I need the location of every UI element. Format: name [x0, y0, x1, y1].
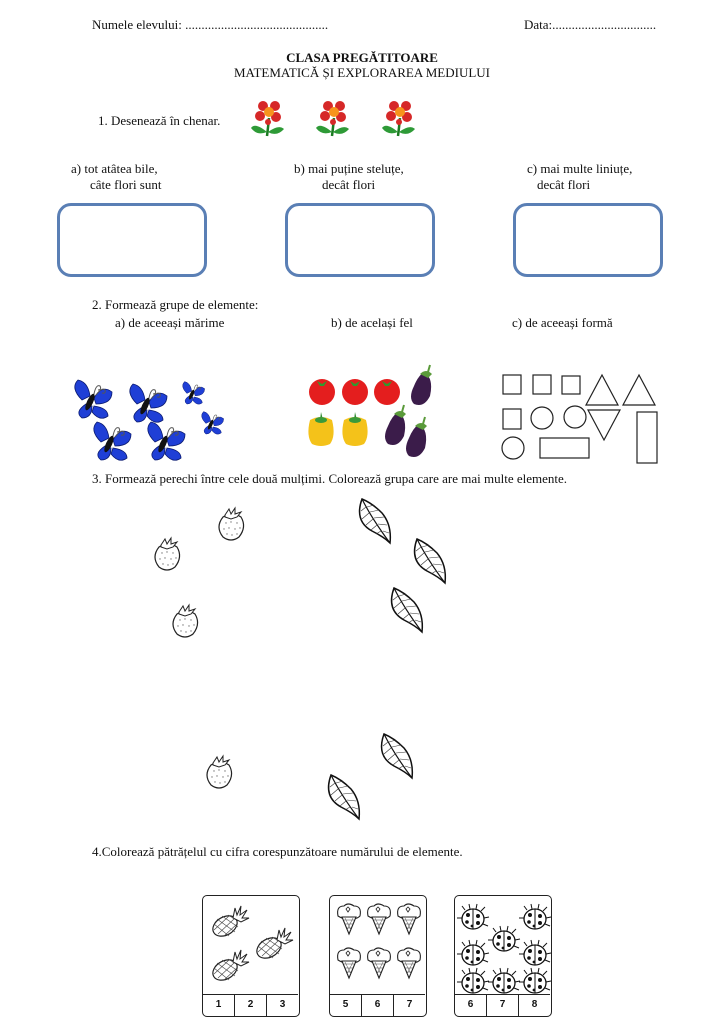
date-field: Data:................................ [524, 17, 657, 32]
task-1b-line2: decât flori [322, 177, 376, 192]
exercise-1-instruction: 1. Desenează în chenar. [98, 113, 221, 128]
answer-option[interactable]: 1 [203, 994, 235, 1016]
leaf-icon [327, 773, 367, 829]
task-1a-line2: câte flori sunt [90, 177, 162, 192]
pepper-icon [306, 410, 336, 448]
geometric-shapes-group [500, 372, 670, 467]
eggplant-icon [406, 364, 436, 410]
leaf-icon [390, 586, 430, 642]
strawberry-icon [217, 507, 251, 547]
answer-option[interactable]: 5 [330, 994, 362, 1016]
subject-title: MATEMATICĂ ȘI EXPLORAREA MEDIULUI [233, 65, 491, 80]
leaf-icon [413, 537, 453, 593]
answer-option[interactable]: 6 [362, 994, 394, 1016]
ladybug-icon [490, 926, 520, 954]
student-name-field: Numele elevului: ............................................ [92, 17, 329, 32]
strawberry-icon [205, 755, 239, 795]
ice-cream-icon [396, 948, 422, 980]
pineapple-icon [255, 928, 295, 962]
flower-icon [251, 98, 287, 140]
answer-option[interactable]: 3 [267, 994, 298, 1016]
drawing-box-b[interactable] [285, 203, 435, 277]
ladybug-icon [521, 968, 551, 996]
ladybug-icon [459, 940, 489, 968]
flower-icon [316, 98, 352, 140]
counting-card-ice-creams [329, 895, 427, 1017]
task-1c-line2: decât flori [537, 177, 591, 192]
ladybug-icon [521, 904, 551, 932]
pepper-icon [340, 410, 370, 448]
task-1b-line1: b) mai puține steluțe, [294, 161, 404, 176]
ladybug-icon [521, 940, 551, 968]
small-butterfly-icon [200, 410, 226, 438]
tomato-icon [340, 377, 370, 405]
ladybug-icon [459, 968, 489, 996]
small-butterfly-icon [181, 380, 207, 408]
answer-option[interactable]: 7 [487, 994, 519, 1016]
counting-card-ladybugs [454, 895, 552, 1017]
ice-cream-icon [366, 904, 392, 936]
counting-card-pineapples [202, 895, 300, 1017]
task-2b: b) de același fel [331, 315, 413, 330]
drawing-box-c[interactable] [513, 203, 663, 277]
task-1a-line1: a) tot atâtea bile, [71, 161, 158, 176]
exercise-3-instruction: 3. Formează perechi între cele două mulțimi. Colorează grupa care are mai multe elemente. [92, 471, 568, 486]
exercise-2-instruction: 2. Formează grupe de elemente: [92, 297, 259, 312]
tomato-icon [307, 377, 337, 405]
strawberry-icon [153, 537, 187, 577]
leaf-icon [380, 732, 420, 788]
answer-option[interactable]: 8 [519, 994, 550, 1016]
flower-icon [382, 98, 418, 140]
butterfly-icon [145, 420, 189, 466]
ladybug-icon [459, 904, 489, 932]
ice-cream-icon [396, 904, 422, 936]
drawing-box-a[interactable] [57, 203, 207, 277]
eggplant-icon [401, 416, 431, 462]
class-title: CLASA PREGĂTITOARE [286, 50, 438, 65]
tomato-icon [372, 377, 402, 405]
strawberry-icon [171, 604, 205, 644]
ladybug-icon [490, 968, 520, 996]
answer-option[interactable]: 7 [394, 994, 425, 1016]
leaf-icon [358, 497, 398, 553]
task-2c: c) de aceeași formă [512, 315, 613, 330]
butterfly-icon [91, 420, 135, 466]
pineapple-icon [211, 950, 251, 984]
pineapple-icon [211, 906, 251, 940]
butterfly-icon [72, 378, 116, 424]
answer-option[interactable]: 2 [235, 994, 267, 1016]
ice-cream-icon [366, 948, 392, 980]
task-2a: a) de aceeași mărime [115, 315, 225, 330]
ice-cream-icon [336, 948, 362, 980]
answer-option[interactable]: 6 [455, 994, 487, 1016]
exercise-4-instruction: 4.Colorează pătrățelul cu cifra corespunzătoare numărului de elemente. [92, 844, 463, 859]
ice-cream-icon [336, 904, 362, 936]
task-1c-line1: c) mai multe liniuțe, [527, 161, 633, 176]
